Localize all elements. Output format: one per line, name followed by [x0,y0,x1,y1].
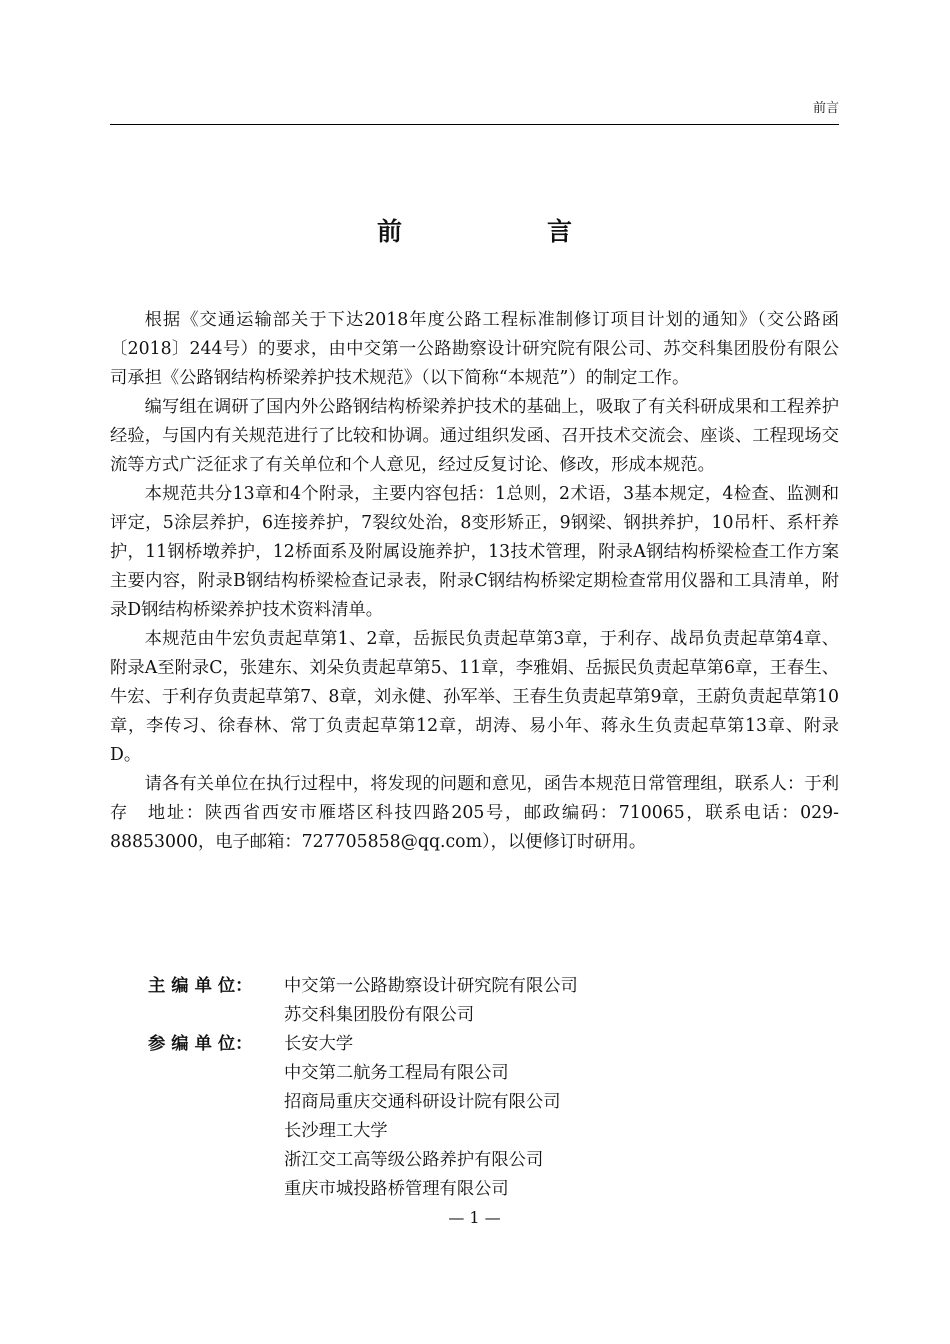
participating-label: 参 编 单 位： [148,1034,253,1054]
paragraph-contents: 本规范共分13章和4个附录，主要内容包括：1总则，2术语，3基本规定，4检查、监测和评定，5涂层养护，6连接养护，7裂纹处治，8变形矫正，9钢梁、钢拱养护，10吊杆、系杆养护，11钢桥墩养护，12桥面系及附属设施养护，13技术管理，附录A钢结构桥梁检查工作方案主要内容，附录B钢结构桥梁检查记录表，附录C钢结构桥梁定期检查常用仪器和工具清单，附录D钢结构桥梁养护技术资料清单。 [110,484,839,620]
running-header: 前言 [812,101,839,116]
page-title: 前 言 [376,217,632,246]
participating-units [148,1030,839,1204]
unit-item: 长安大学 [284,1034,354,1054]
unit-item: 长沙理工大学 [284,1121,388,1141]
editing-units [148,972,839,1204]
chief-editor-list [284,972,839,1030]
unit-item: 重庆市城投路桥管理有限公司 [284,1179,509,1199]
unit-item: 中交第一公路勘察设计研究院有限公司 [284,976,578,996]
chief-editor-units [148,972,839,1030]
paragraph-basis: 根据《交通运输部关于下达2018年度公路工程标准制修订项目计划的通知》（交公路函〔2018〕244号）的要求，由中交第一公路勘察设计研究院有限公司、苏交科集团股份有限公司承担《公路钢结构桥梁养护技术规范》（以下简称“本规范”）的制定工作。 [110,310,839,388]
unit-item: 浙江交工高等级公路养护有限公司 [284,1150,544,1170]
unit-item: 招商局重庆交通科研设计院有限公司 [284,1092,561,1112]
paragraph-contact: 请各有关单位在执行过程中，将发现的问题和意见，函告本规范日常管理组，联系人：于利存 地址：陕西省西安市雁塔区科技四路205号，邮政编码：710065，联系电话：029-88853000，电子邮箱：727705858@qq.com），以便修订时研用。 [110,774,839,852]
unit-item: 苏交科集团股份有限公司 [284,1005,475,1025]
paragraph-drafters: 本规范由牛宏负责起草第1、2章，岳振民负责起草第3章，于利存、战昂负责起草第4章、附录A至附录C，张建东、刘朵负责起草第5、11章，李雅娟、岳振民负责起草第6章，王春生、牛宏、于利存负责起草第7、8章，刘永健、孙军举、王春生负责起草第9章，王蔚负责起草第10章，李传习、徐春林、常丁负责起草第12章，胡涛、易小年、蒋永生负责起草第13章、附录D。 [110,629,839,765]
chief-editor-label: 主 编 单 位： [148,976,253,996]
page-number: — 1 — [448,1208,501,1227]
unit-item: 中交第二航务工程局有限公司 [284,1063,509,1083]
body-text [110,306,839,857]
header-rule [110,124,839,125]
participating-list [284,1030,839,1204]
paragraph-research: 编写组在调研了国内外公路钢结构桥梁养护技术的基础上，吸取了有关科研成果和工程养护经验，与国内有关规范进行了比较和协调。通过组织发函、召开技术交流会、座谈、工程现场交流等方式广泛征求了有关单位和个人意见，经过反复讨论、修改，形成本规范。 [110,397,839,475]
